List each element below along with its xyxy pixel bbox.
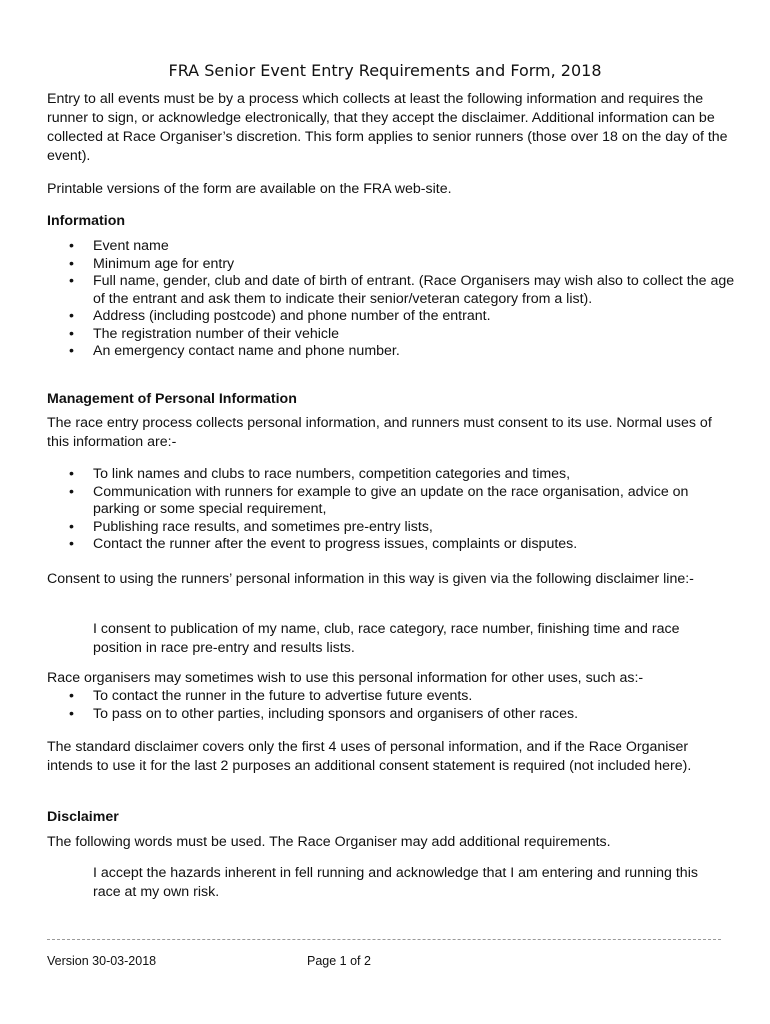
document-title: FRA Senior Event Entry Requirements and Form, 2018 bbox=[168, 61, 602, 80]
other-uses-list bbox=[47, 688, 737, 723]
footer-divider bbox=[47, 939, 721, 940]
list-item bbox=[47, 466, 737, 484]
list-item bbox=[47, 484, 737, 519]
bullet-icon: • bbox=[69, 238, 74, 254]
management-heading: Management of Personal Information bbox=[47, 391, 297, 407]
bullet-icon: • bbox=[69, 518, 74, 535]
bullet-icon: • bbox=[69, 705, 74, 722]
management-intro: The race entry process collects personal information, and runners must consent to its use. Normal uses of this information are:- bbox=[47, 415, 712, 450]
consent-statement: I consent to publication of my name, club, race category, race number, finishing time and race position in race pre-entry and results lists. bbox=[93, 621, 680, 656]
list-item-text: To contact the runner in the future to advertise future events. bbox=[93, 688, 473, 704]
bullet-icon: • bbox=[69, 325, 74, 342]
list-item bbox=[47, 308, 737, 326]
list-item-text: The registration number of their vehicle bbox=[93, 325, 340, 342]
other-uses-intro: Race organisers may sometimes wish to use this personal information for other uses, such as:- bbox=[47, 670, 644, 686]
list-item-text: Event name bbox=[93, 238, 169, 254]
bullet-icon: • bbox=[69, 466, 74, 482]
list-item-text: To pass on to other parties, including sponsors and organisers of other races. bbox=[93, 705, 579, 722]
bullet-icon: • bbox=[69, 343, 74, 359]
list-item bbox=[47, 343, 737, 361]
list-item bbox=[47, 519, 737, 537]
printable-note: Printable versions of the form are available on the FRA web-site. bbox=[47, 181, 452, 197]
list-item bbox=[47, 536, 737, 554]
list-item-text: Communication with runners for example to give an update on the race organisation, advice on parking or some special requirement, bbox=[93, 483, 689, 517]
disclaimer-statement: I accept the hazards inherent in fell running and acknowledge that I am entering and running this race at my own risk. bbox=[93, 865, 698, 900]
disclaimer-intro: The following words must be used. The Race Organiser may add additional requirements. bbox=[47, 834, 611, 850]
list-item-text: Address (including postcode) and phone number of the entrant. bbox=[93, 308, 491, 324]
list-item-text: Publishing race results, and sometimes pre-entry lists, bbox=[93, 518, 433, 535]
list-item-text: To link names and clubs to race numbers, competition categories and times, bbox=[93, 466, 571, 482]
page-number: Page 1 of 2 bbox=[307, 954, 371, 968]
bullet-icon: • bbox=[69, 255, 74, 272]
bullet-icon: • bbox=[69, 308, 74, 324]
list-item-text: Contact the runner after the event to progress issues, complaints or disputes. bbox=[93, 536, 578, 552]
consent-line: Consent to using the runners’ personal information in this way is given via the following disclaimer line:- bbox=[47, 571, 694, 587]
list-item-text: Minimum age for entry bbox=[93, 255, 235, 272]
version-label: Version 30-03-2018 bbox=[47, 954, 157, 968]
list-item-text: Full name, gender, club and date of birth of entrant. (Race Organisers may wish also to collect the age of the entrant and ask them to indicate their senior/veteran category from a list). bbox=[93, 273, 735, 307]
list-item bbox=[47, 256, 737, 274]
standard-disclaimer-note: The standard disclaimer covers only the first 4 uses of personal information, and if the Race Organiser intends to use it for the last 2 purposes an additional consent statement is required (not included here). bbox=[47, 739, 692, 774]
information-heading: Information bbox=[47, 213, 126, 229]
bullet-icon: • bbox=[69, 483, 74, 500]
bullet-icon: • bbox=[69, 273, 74, 289]
disclaimer-heading: Disclaimer bbox=[47, 809, 119, 825]
list-item bbox=[47, 706, 737, 724]
bullet-icon: • bbox=[69, 536, 74, 552]
list-item bbox=[47, 688, 737, 706]
list-item bbox=[47, 273, 737, 308]
list-item bbox=[47, 326, 737, 344]
list-item bbox=[47, 238, 737, 256]
list-item-text: An emergency contact name and phone number. bbox=[93, 343, 400, 359]
uses-list bbox=[47, 466, 737, 554]
bullet-icon: • bbox=[69, 688, 74, 704]
information-list bbox=[47, 238, 737, 361]
intro-paragraph: Entry to all events must be by a process which collects at least the following information and requires the runner to sign, or acknowledge electronically, that they accept the disclaimer. Additional information can be collected at Race Organiser’s discretion. This form applies to senior runners (those over 18 on the day of the event). bbox=[47, 91, 728, 164]
